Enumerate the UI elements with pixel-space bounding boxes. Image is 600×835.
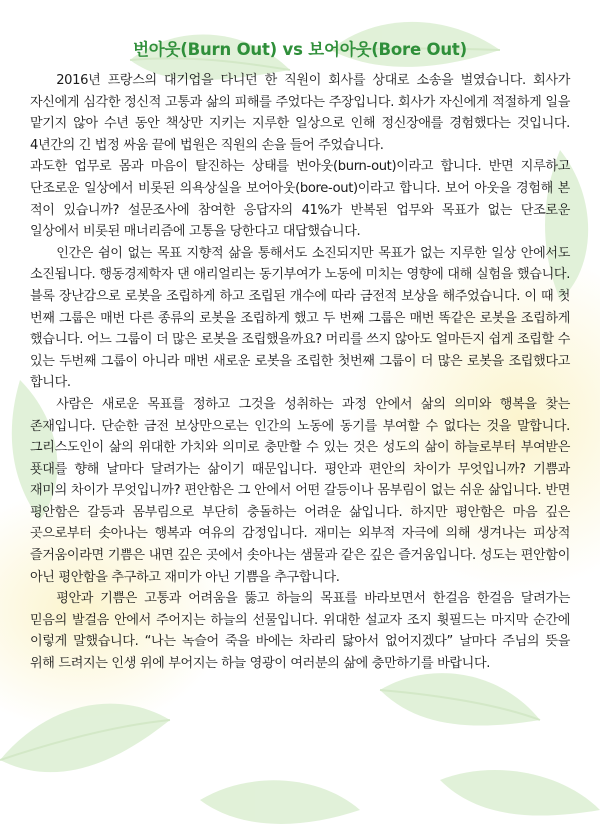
paragraph-2: 과도한 업무로 몸과 마음이 탈진하는 상태를 번아웃(burn-out)이라고 합니다. 반면 지루하고 단조로운 일상에서 비롯된 의욕상실을 보어아웃(bore-out)이라고 합니다. 보어 아웃을 경험해 본 적이 있습니까? 설문조사에 참여한 응답자의 41%가 반복된 업무와 목표가 없는 단조로운 일상에서 비롯된 매너리즘에 고통을 당한다고 대답했습니다. (30, 159, 570, 240)
document-title: 번아웃(Burn Out) vs 보어아웃(Bore Out) (133, 40, 467, 59)
paragraph-4: 사람은 새로운 목표를 정하고 그것을 성취하는 과정 안에서 삶의 의미와 행복을 찾는 존재입니다. 단순한 금전 보상만으로는 인간의 노동에 동기를 부여할 수 없다는 것을 말합니다. 그리스도인이 삶의 위대한 가치와 의미로 충만할 수 있는 것은 성도의 삶이 하늘로부터 부여받은 푯대를 향해 날마다 달려가는 삶이기 때문입니다. 평안과 편안의 차이가 무엇입니까? 기쁨과 재미의 차이가 무엇입니까? 편안함은 그 안에서 어떤 갈등이나 몸부림이 없는 쉬운 삶입니다. 반면 평안함은 갈등과 몸부림으로 부단히 충돌하는 어려운 삶입니다. 하지만 평안함은 마음 깊은 곳으로부터 솟아나는 행복과 여유의 감정입니다. 재미는 외부적 자극에 의해 생겨나는 피상적 즐거움이라면 기쁨은 내면 깊은 곳에서 솟아나는 샘물과 같은 깊은 즐거움입니다. 성도는 편안함이 아닌 평안함을 추구하고 재미가 아닌 기쁨을 추구합니다. (30, 396, 570, 585)
paragraph-1: 2016년 프랑스의 대기업을 다니던 한 직원이 회사를 상대로 소송을 벌였습니다. 회사가 자신에게 심각한 정신적 고통과 삶의 피해를 주었다는 주장입니다. 회사가 자신에게 적절하게 일을 맡기지 않아 수년 동안 책상만 지키는 지루한 일상으로 인해 정신장애를 경험했다는 것입니다. 4년간의 긴 법정 싸움 끝에 법원은 직원의 손을 들어 주었습니다. (30, 73, 570, 153)
paragraph-3: 인간은 쉼이 없는 목표 지향적 삶을 통해서도 소진되지만 목표가 없는 지루한 일상 안에서도 소진됩니다. 행동경제학자 댄 애리얼리는 동기부여가 노동에 미치는 영향에 대해 실험을 했습니다. 블록 장난감으로 로봇을 조립하게 하고 조립된 개수에 따라 금전적 보상을 해주었습니다. 이 때 첫 번째 그룹은 매번 다른 종류의 로봇을 조립하게 했고 두 번째 그룹은 매번 똑같은 로봇을 조립하게 했습니다. 어느 그룹이 더 많은 로봇을 조립했을까요? 머리를 쓰지 않아도 얼마든지 쉽게 조립할 수 있는 두번째 그룹이 아니라 매번 새로운 로봇을 조립한 첫번째 그룹이 더 많은 로봇을 조립했다고 합니다. (30, 245, 570, 391)
paragraph-5: 평안과 기쁨은 고통과 어려움을 뚫고 하늘의 목표를 바라보면서 한걸음 한걸음 달려가는 믿음의 발걸음 안에서 주어지는 하늘의 선물입니다. 위대한 설교자 조지 휫필드는 마지막 순간에 이렇게 말했습니다. “나는 녹슬어 죽을 바에는 차라리 닳아서 없어지겠다” 날마다 주님의 뜻을 위해 드려지는 인생 위에 부어지는 하늘 영광이 여러분의 삶에 충만하기를 바랍니다. (30, 591, 570, 672)
